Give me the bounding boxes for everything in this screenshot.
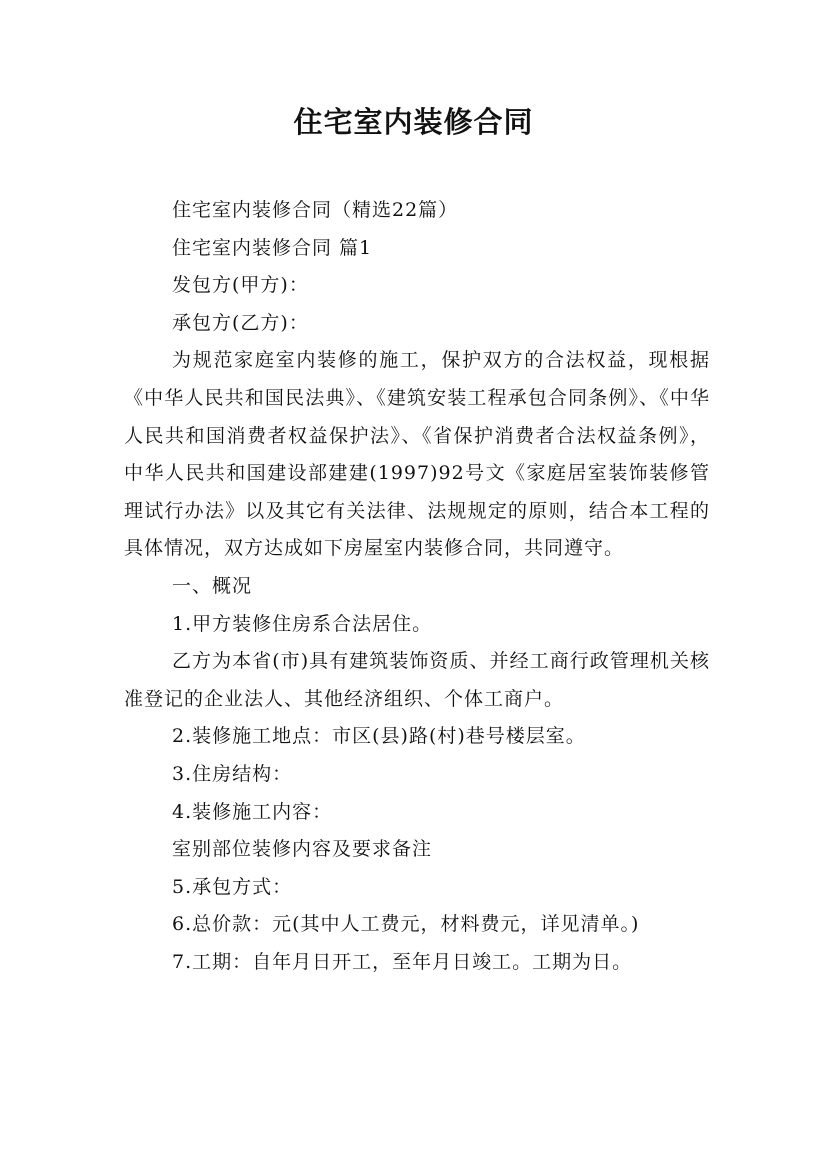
paragraph-item-1: 1.甲方装修住房系合法居住。 bbox=[172, 612, 433, 635]
paragraph-item-5: 5.承包方式： bbox=[172, 875, 293, 898]
paragraph-overview-heading: 一、概况 bbox=[172, 574, 253, 597]
paragraph-table-header: 室别部位装修内容及要求备注 bbox=[172, 838, 433, 861]
paragraph-subtitle: 住宅室内装修合同（精选22篇） bbox=[172, 199, 459, 221]
paragraph-party-a: 发包方(甲方)： bbox=[172, 274, 309, 297]
paragraph-item-4: 4.装修施工内容： bbox=[172, 800, 333, 823]
paragraph-section-heading: 住宅室内装修合同 篇1 bbox=[172, 236, 373, 259]
paragraph-contractor-qualification: 乙方为本省(市)具有建筑装饰资质、并经工商行政管理机关核准登记的企业法人、其他经济组织、个体工商户。 bbox=[124, 650, 710, 710]
paragraph-item-2: 2.装修施工地点：市区(县)路(村)巷号楼层室。 bbox=[172, 725, 586, 748]
paragraph-item-6: 6.总价款：元(其中人工费元，材料费元，详见清单。) bbox=[172, 913, 640, 936]
paragraph-party-b: 承包方(乙方)： bbox=[172, 311, 309, 334]
paragraph-item-3: 3.住房结构： bbox=[172, 762, 293, 785]
document-body bbox=[124, 192, 710, 981]
paragraph-preamble: 为规范家庭室内装修的施工，保护双方的合法权益，现根据《中华人民共和国民法典》、《建筑安装工程承包合同条例》、《中华人民共和国消费者权益保护法》、《省保护消费者合法权益条例》，中华人民共和国建设部建建(1997)92号文《家庭居室装饰装修管理试行办法》以及其它有关法律、法规规定的原则，结合本工程的具体情况，双方达成如下房屋室内装修合同，共同遵守。 bbox=[124, 349, 710, 560]
document-title: 住宅室内装修合同 bbox=[293, 105, 534, 139]
paragraph-item-7: 7.工期：自年月日开工，至年月日竣工。工期为日。 bbox=[172, 950, 633, 973]
